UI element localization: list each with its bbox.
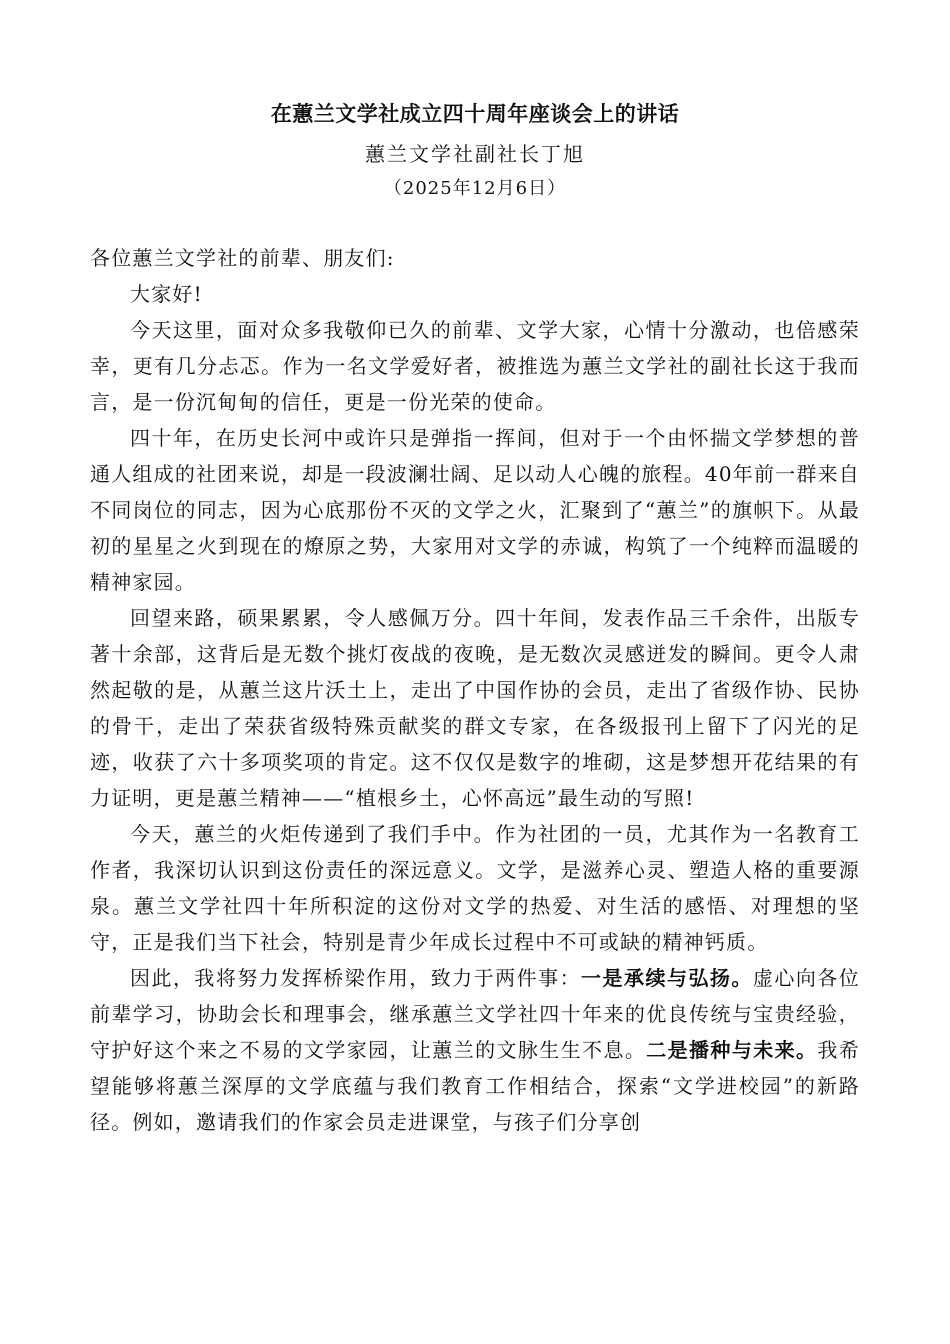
greeting-paragraph: 大家好! <box>130 282 203 306</box>
salutation-line: 各位蕙兰文学社的前辈、朋友们: <box>90 246 395 270</box>
paragraph-2: 四十年，在历史长河中或许只是弹指一挥间，但对于一个由怀揣文学梦想的普通人组成的社团来说，却是一段波澜壮阔、足以动人心魄的旅程。40年前一群来自不同岗位的同志，因为心底那份不灭的文学之火，汇聚到了“蕙兰”的旗帜下。从最初的星星之火到现在的燎原之势，大家用对文学的赤诚，构筑了一个纯粹而温暖的精神家园。 <box>90 426 860 594</box>
document-author: 蕙兰文学社副社长丁旭 <box>365 142 585 166</box>
point-two-heading: 二是播种与未来。 <box>646 1038 818 1062</box>
document-header <box>0 96 950 206</box>
paragraph-1: 今天这里，面对众多我敬仰已久的前辈、文学大家，心情十分激动，也倍感荣幸，更有几分忐忑。作为一名文学爱好者，被推选为蕙兰文学社的副社长这于我而言，是一份沉甸甸的信任，更是一份光荣的使命。 <box>90 318 860 414</box>
paragraph-5-intro: 因此，我将努力发挥桥梁作用，致力于两件事： <box>130 966 582 990</box>
paragraph-3: 回望来路，硕果累累，令人感佩万分。四十年间，发表作品三千余件，出版专著十余部，这背后是无数个挑灯夜战的夜晚，是无数次灵感迸发的瞬间。更令人肃然起敬的是，从蕙兰这片沃土上，走出了中国作协的会员，走出了省级作协、民协的骨干，走出了荣获省级特殊贡献奖的群文专家，在各级报刊上留下了闪光的足迹，收获了六十多项奖项的肯定。这不仅仅是数字的堆砌，这是梦想开花结果的有力证明，更是蕙兰精神——“植根乡土，心怀高远”最生动的写照! <box>90 606 860 810</box>
point-two-text: 我希望能够将蕙兰深厚的文学底蕴与我们教育工作相结合，探索“文学进校园”的新路径。例如，邀请我们的作家会员走进课堂，与孩子们分享创 <box>90 1038 861 1134</box>
paragraph-5 <box>90 960 860 1140</box>
paragraph-4: 今天，蕙兰的火炬传递到了我们手中。作为社团的一员，尤其作为一名教育工作者，我深切认识到这份责任的深远意义。文学，是滋养心灵、塑造人格的重要源泉。蕙兰文学社四十年所积淀的这份对文学的热爱、对生活的感悟、对理想的坚守，正是我们当下社会，特别是青少年成长过程中不可或缺的精神钙质。 <box>90 822 860 954</box>
point-one-heading: 一是承续与弘扬。 <box>581 966 753 990</box>
document-date: （2025年12月6日） <box>383 178 567 199</box>
point-one-text: 虚心向各位前辈学习，协助会长和理事会，继承蕙兰文学社四十年来的优良传统与宝贵经验，守护好这个来之不易的文学家园，让蕙兰的文脉生生不息。 <box>90 966 860 1062</box>
speech-body <box>90 240 860 1140</box>
document-title: 在蕙兰文学社成立四十周年座谈会上的讲话 <box>270 101 680 126</box>
